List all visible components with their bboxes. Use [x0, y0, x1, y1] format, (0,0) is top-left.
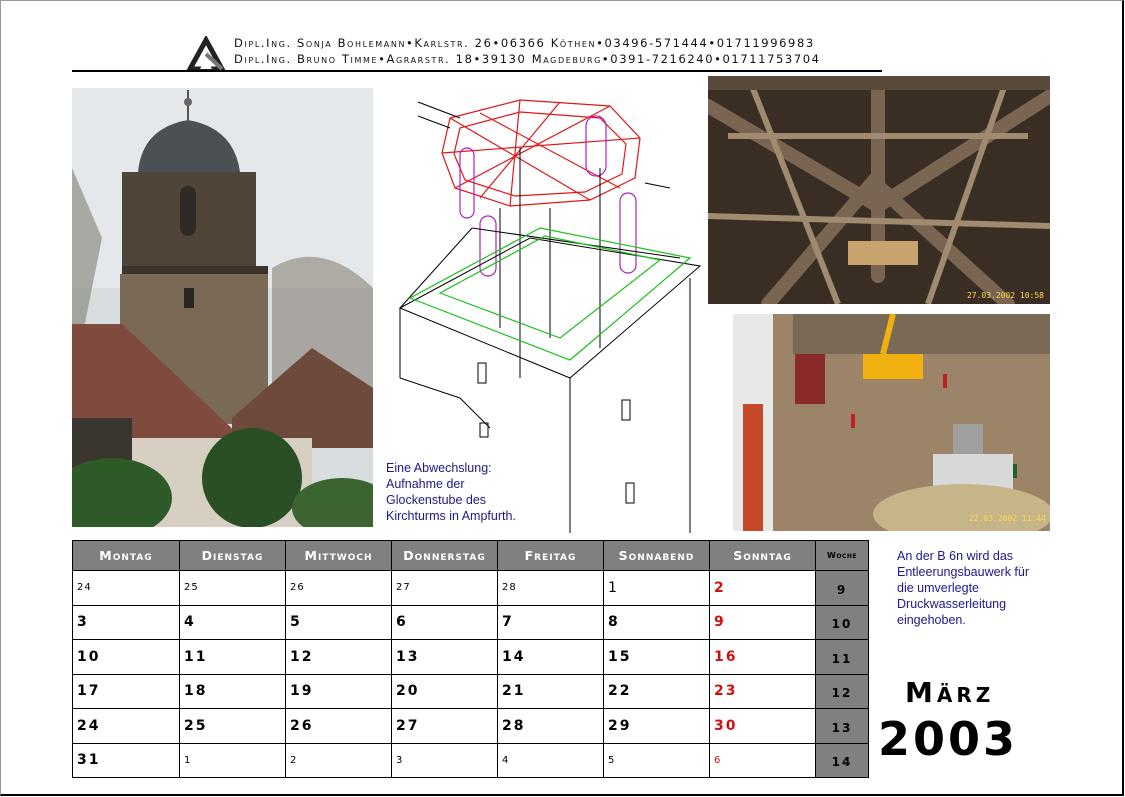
weekday-header: Sonntag — [710, 541, 816, 571]
day-cell: 14 — [498, 640, 604, 675]
day-cell: 28 — [498, 709, 604, 744]
day-cell: 20 — [392, 674, 498, 709]
day-cell: 3 — [392, 743, 498, 778]
header-line-1: Dipl.Ing. Sonja Bohlemann•Karlstr. 26•06366 Köthen•03496-571444•01711996983 — [234, 36, 815, 50]
day-cell: 25 — [180, 709, 286, 744]
calendar-week-row — [73, 605, 869, 640]
day-cell: 8 — [604, 605, 710, 640]
sunday-cell: 16 — [710, 640, 816, 675]
day-cell: 28 — [498, 571, 604, 606]
day-cell: 1 — [604, 571, 710, 606]
day-cell: 3 — [73, 605, 180, 640]
calendar-week-row — [73, 709, 869, 744]
week-number-cell: 11 — [816, 640, 869, 675]
crane-construction-site-photo — [733, 314, 1050, 531]
month-title: März — [905, 676, 995, 709]
construction-caption — [897, 548, 1067, 628]
day-cell: 17 — [73, 674, 180, 709]
day-cell: 7 — [498, 605, 604, 640]
weekday-header: Freitag — [498, 541, 604, 571]
calendar-week-row — [73, 743, 869, 778]
day-cell: 19 — [286, 674, 392, 709]
caption-line: Aufnahme der — [386, 477, 465, 491]
day-cell: 27 — [392, 571, 498, 606]
sunday-cell: 30 — [710, 709, 816, 744]
day-cell: 24 — [73, 709, 180, 744]
photo-timestamp: 22.03.2002 11:44 — [968, 514, 1046, 523]
company-logo-icon — [186, 36, 226, 70]
sunday-cell: 2 — [710, 571, 816, 606]
calendar-week-row — [73, 640, 869, 675]
caption-line: Glockenstube des — [386, 493, 487, 507]
caption-line: die umverlegte — [897, 581, 979, 595]
weekday-header: Mittwoch — [286, 541, 392, 571]
day-cell: 12 — [286, 640, 392, 675]
day-cell: 5 — [286, 605, 392, 640]
day-cell: 5 — [604, 743, 710, 778]
day-cell: 22 — [604, 674, 710, 709]
day-cell: 1 — [180, 743, 286, 778]
day-cell: 26 — [286, 571, 392, 606]
sunday-cell: 9 — [710, 605, 816, 640]
day-cell: 15 — [604, 640, 710, 675]
caption-line: Druckwasserleitung — [897, 597, 1007, 611]
week-number-cell: 12 — [816, 674, 869, 709]
day-cell: 31 — [73, 743, 180, 778]
day-cell: 13 — [392, 640, 498, 675]
roof-timber-interior-photo — [708, 76, 1050, 304]
year-title: 2003 — [878, 712, 1019, 766]
header-line-2: Dipl.Ing. Bruno Timme•Agrarstr. 18•39130 Magdeburg•0391-7216240•01711753704 — [234, 52, 821, 66]
day-cell: 2 — [286, 743, 392, 778]
caption-line: An der B 6n wird das — [897, 549, 1014, 563]
sunday-cell: 23 — [710, 674, 816, 709]
sunday-cell: 6 — [710, 743, 816, 778]
day-cell: 29 — [604, 709, 710, 744]
day-cell: 18 — [180, 674, 286, 709]
church-tower-photo — [72, 88, 373, 527]
header-rule — [72, 70, 882, 72]
calendar-grid — [72, 540, 869, 778]
day-cell: 24 — [73, 571, 180, 606]
day-cell: 11 — [180, 640, 286, 675]
day-cell: 4 — [180, 605, 286, 640]
week-number-cell: 14 — [816, 743, 869, 778]
weekday-header: Donnerstag — [392, 541, 498, 571]
week-header: Woche — [816, 541, 869, 571]
calendar-header-row — [73, 541, 869, 571]
caption-line: Kirchturms in Ampfurth. — [386, 509, 516, 523]
day-cell: 6 — [392, 605, 498, 640]
drawing-caption — [386, 460, 546, 524]
caption-line: Eine Abwechslung: — [386, 461, 492, 475]
caption-line: eingehoben. — [897, 613, 966, 627]
day-cell: 21 — [498, 674, 604, 709]
day-cell: 26 — [286, 709, 392, 744]
day-cell: 10 — [73, 640, 180, 675]
letterhead — [186, 36, 906, 70]
weekday-header: Montag — [73, 541, 180, 571]
day-cell: 25 — [180, 571, 286, 606]
day-cell: 4 — [498, 743, 604, 778]
weekday-header: Dienstag — [180, 541, 286, 571]
week-number-cell: 10 — [816, 605, 869, 640]
day-cell: 27 — [392, 709, 498, 744]
calendar-week-row — [73, 674, 869, 709]
week-number-cell: 13 — [816, 709, 869, 744]
calendar-week-row — [73, 571, 869, 606]
week-number-cell: 9 — [816, 571, 869, 606]
weekday-header: Sonnabend — [604, 541, 710, 571]
photo-timestamp: 27.03.2002 10:58 — [966, 291, 1044, 300]
caption-line: Entleerungsbauwerk für — [897, 565, 1030, 579]
